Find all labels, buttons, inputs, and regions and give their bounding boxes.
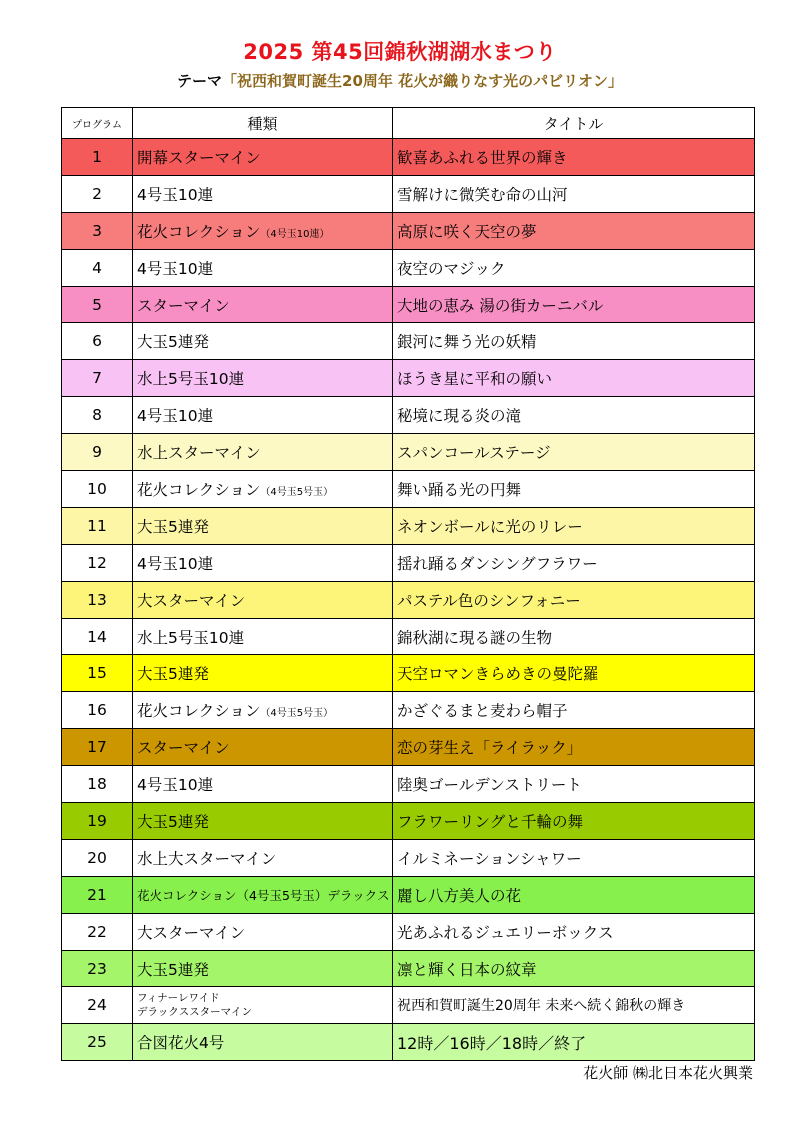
firework-type (133, 766, 393, 803)
table-row (62, 544, 755, 581)
table-row (62, 655, 755, 692)
table-row (62, 803, 755, 840)
firework-title: イルミネーションシャワー (393, 839, 755, 876)
type-label: 4号玉10連 (137, 185, 214, 204)
program-number: 25 (62, 1024, 133, 1061)
program-number: 4 (62, 249, 133, 286)
firework-type (133, 544, 393, 581)
program-number: 20 (62, 839, 133, 876)
page-subtitle (0, 70, 800, 91)
type-label: スターマイン (137, 739, 230, 758)
type-label: 水上5号玉10連 (137, 370, 245, 389)
type-line-2: デラックススターマイン (137, 1006, 252, 1019)
program-number: 1 (62, 139, 133, 176)
table-row (62, 1024, 755, 1061)
firework-title: 祝西和賀町誕生20周年 未来へ続く錦秋の輝き (393, 987, 755, 1024)
firework-title: 銀河に舞う光の妖精 (393, 323, 755, 360)
firework-title: フラワーリングと千輪の舞 (393, 803, 755, 840)
firework-type (133, 729, 393, 766)
table-row (62, 139, 755, 176)
type-label: 合図花火4号 (137, 1034, 225, 1053)
table-row (62, 913, 755, 950)
type-label: 4号玉10連 (137, 776, 214, 795)
firework-type (133, 175, 393, 212)
firework-type (133, 360, 393, 397)
type-label: 大玉5連発 (137, 960, 209, 979)
header-type: 種類 (133, 108, 393, 139)
firework-title: ネオンボールに光のリレー (393, 507, 755, 544)
table-row (62, 175, 755, 212)
firework-title: 歓喜あふれる世界の輝き (393, 139, 755, 176)
table-row (62, 581, 755, 618)
type-label: 水上スターマイン (137, 444, 261, 463)
firework-type (133, 913, 393, 950)
program-number: 8 (62, 397, 133, 434)
type-label: 4号玉10連 (137, 554, 214, 573)
program-number: 12 (62, 544, 133, 581)
firework-type (133, 249, 393, 286)
firework-type (133, 323, 393, 360)
table-row (62, 249, 755, 286)
program-number: 21 (62, 876, 133, 913)
firework-type (133, 655, 393, 692)
program-number: 17 (62, 729, 133, 766)
program-number: 9 (62, 434, 133, 471)
firework-type (133, 987, 393, 1024)
firework-title: パステル色のシンフォニー (393, 581, 755, 618)
program-number: 11 (62, 507, 133, 544)
program-number: 10 (62, 471, 133, 508)
table-row (62, 618, 755, 655)
firework-title: 高原に咲く天空の夢 (393, 212, 755, 249)
table-row (62, 360, 755, 397)
firework-title: 12時／16時／18時／終了 (393, 1024, 755, 1061)
program-number: 2 (62, 175, 133, 212)
program-number: 15 (62, 655, 133, 692)
firework-title: ほうき星に平和の願い (393, 360, 755, 397)
firework-title: 雪解けに微笑む命の山河 (393, 175, 755, 212)
footer-credit: 花火師 ㈱北日本花火興業 (583, 1064, 753, 1082)
page-title: 2025 第45回錦秋湖湖水まつり (243, 40, 557, 64)
program-number: 7 (62, 360, 133, 397)
program-table (61, 107, 755, 1061)
type-label: 花火コレクション (137, 480, 261, 499)
firework-type (133, 507, 393, 544)
type-label: 大スターマイン (137, 923, 246, 942)
table-row (62, 212, 755, 249)
firework-title: 恋の芽生え「ライラック」 (393, 729, 755, 766)
table-row (62, 507, 755, 544)
type-label: 大玉5連発 (137, 517, 209, 536)
firework-title: 光あふれるジュエリーボックス (393, 913, 755, 950)
table-row (62, 950, 755, 987)
firework-title: 錦秋湖に現る謎の生物 (393, 618, 755, 655)
type-label: 花火コレクション (137, 702, 261, 721)
type-sub-label: （4号玉5号玉） (260, 708, 334, 720)
program-number: 23 (62, 950, 133, 987)
table-header-row (62, 108, 755, 139)
type-label: 大スターマイン (137, 591, 246, 610)
firework-type (133, 839, 393, 876)
subtitle-lead: テーマ (177, 72, 223, 90)
firework-type (133, 139, 393, 176)
table-row (62, 434, 755, 471)
firework-type (133, 618, 393, 655)
firework-title: 麗し八方美人の花 (393, 876, 755, 913)
firework-title: 夜空のマジック (393, 249, 755, 286)
firework-title: 大地の恵み 湯の街カーニバル (393, 286, 755, 323)
table-row (62, 839, 755, 876)
program-number: 19 (62, 803, 133, 840)
firework-type (133, 803, 393, 840)
type-label: 4号玉10連 (137, 259, 214, 278)
type-label: 大玉5連発 (137, 812, 209, 831)
type-sub-label: （4号玉5号玉） (260, 486, 334, 498)
firework-title: スパンコールステージ (393, 434, 755, 471)
type-label: 花火コレクション（4号玉5号玉）デラックス (137, 887, 390, 903)
type-label: 4号玉10連 (137, 407, 214, 426)
firework-title: 揺れ踊るダンシングフラワー (393, 544, 755, 581)
table-row (62, 987, 755, 1024)
type-line-1: フィナーレワイド (137, 992, 220, 1005)
type-label: スターマイン (137, 296, 230, 315)
program-number: 3 (62, 212, 133, 249)
firework-type (133, 212, 393, 249)
table-row (62, 286, 755, 323)
program-number: 24 (62, 987, 133, 1024)
program-number: 13 (62, 581, 133, 618)
type-label: 大玉5連発 (137, 665, 209, 684)
firework-type (133, 397, 393, 434)
program-number: 22 (62, 913, 133, 950)
table-row (62, 876, 755, 913)
type-label: 花火コレクション (137, 222, 261, 241)
firework-title: 天空ロマンきらめきの曼陀羅 (393, 655, 755, 692)
firework-type (133, 471, 393, 508)
program-number: 6 (62, 323, 133, 360)
firework-type (133, 876, 393, 913)
program-number: 18 (62, 766, 133, 803)
firework-type (133, 692, 393, 729)
subtitle-theme: 「祝西和賀町誕生20周年 花火が織りなす光のパビリオン」 (222, 72, 623, 90)
firework-title: 秘境に現る炎の滝 (393, 397, 755, 434)
table-row (62, 766, 755, 803)
firework-type (133, 286, 393, 323)
header-title: タイトル (393, 108, 755, 139)
firework-type (133, 434, 393, 471)
firework-title: かざぐるまと麦わら帽子 (393, 692, 755, 729)
header-program: プログラム (62, 108, 133, 139)
firework-type (133, 1024, 393, 1061)
program-number: 5 (62, 286, 133, 323)
firework-title: 陸奥ゴールデンストリート (393, 766, 755, 803)
type-label: 開幕スターマイン (137, 148, 261, 167)
table-row (62, 729, 755, 766)
firework-title: 凛と輝く日本の紋章 (393, 950, 755, 987)
type-label: 大玉5連発 (137, 333, 209, 352)
program-number: 16 (62, 692, 133, 729)
table-row (62, 692, 755, 729)
firework-title: 舞い踊る光の円舞 (393, 471, 755, 508)
table-row (62, 471, 755, 508)
program-number: 14 (62, 618, 133, 655)
table-row (62, 397, 755, 434)
firework-type (133, 581, 393, 618)
type-label: 水上5号玉10連 (137, 628, 245, 647)
table-row (62, 323, 755, 360)
type-sub-label: （4号玉10連） (260, 228, 330, 240)
type-label: 水上大スターマイン (137, 849, 277, 868)
firework-type (133, 950, 393, 987)
